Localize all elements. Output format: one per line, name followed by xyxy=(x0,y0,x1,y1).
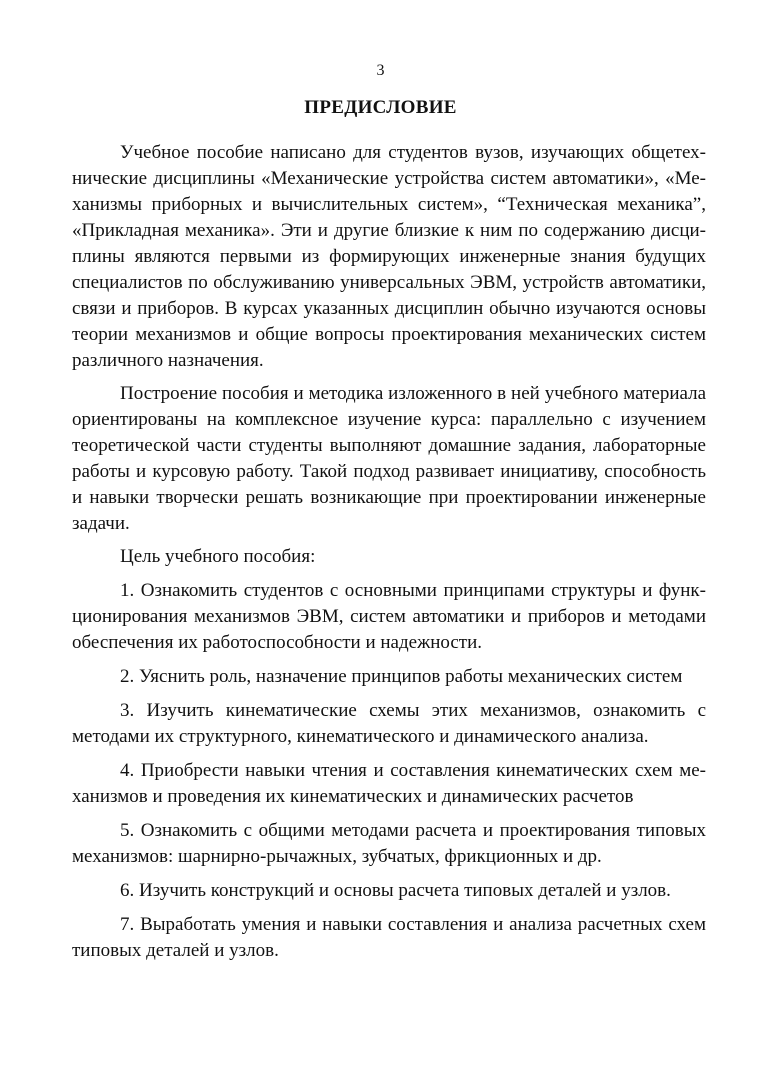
goal-item: 7. Выработать умения и навыки составления и анализа расчетных схем типовых деталей и узлов. xyxy=(72,914,706,961)
page-number: 3 xyxy=(376,62,385,79)
goal-item: 5. Ознакомить с общими методами расчета и проектирования типовых механизмов: шарнирно-рычажных, зубчатых, фрикционных и др. xyxy=(72,820,706,867)
goal-item: 6. Изучить конструкций и основы расчета типовых деталей и узлов. xyxy=(120,880,671,901)
goal-item: 2. Уяснить роль, назначение принципов работы механических систем xyxy=(120,666,683,687)
paragraph-structure: Построение пособия и методика изложенного в ней учебного материала ориентированы на комплексное изучение курса: параллельно с изучением теоретической части студенты выполняют домашние задания, лабораторные работы и курсовую работу. Такой подход развивает инициативу, способность и навыки творчески решать возникающие при проектировании инженерные задачи. xyxy=(72,383,706,534)
goal-item: 3. Изучить кинематические схемы этих механизмов, ознакомить с методами их структурного, кинематического и динамического анализа. xyxy=(72,700,706,747)
paragraph-intro: Учебное пособие написано для студентов вузов, изучающих общетехнические дисциплины «Механические устройства систем автоматики», «Механизмы приборных и вычислительных систем», “Техническая механика”, «Прикладная механика». Эти и другие близкие к ним по содержанию дисциплины являются первыми из формирующих инженерные знания будущих специалистов по обслуживанию универсальных ЭВМ, устройств автоматики, связи и приборов. В курсах указанных дисциплин обычно изучаются основы теории механизмов и общие вопросы проектирования механических систем различного назначения. xyxy=(72,142,706,371)
goals-intro: Цель учебного пособия: xyxy=(120,546,316,567)
body-text xyxy=(72,140,706,972)
goal-item: 1. Ознакомить студентов с основными принципами структуры и функционирования механизмов ЭВМ, систем автоматики и приборов и методами обеспечения их работоспособности и надежности. xyxy=(72,580,706,653)
goal-item: 4. Приобрести навыки чтения и составления кинематических схем механизмов и проведения их кинематических и динамических расчетов xyxy=(72,760,706,807)
section-heading: ПРЕДИСЛОВИЕ xyxy=(304,97,457,118)
